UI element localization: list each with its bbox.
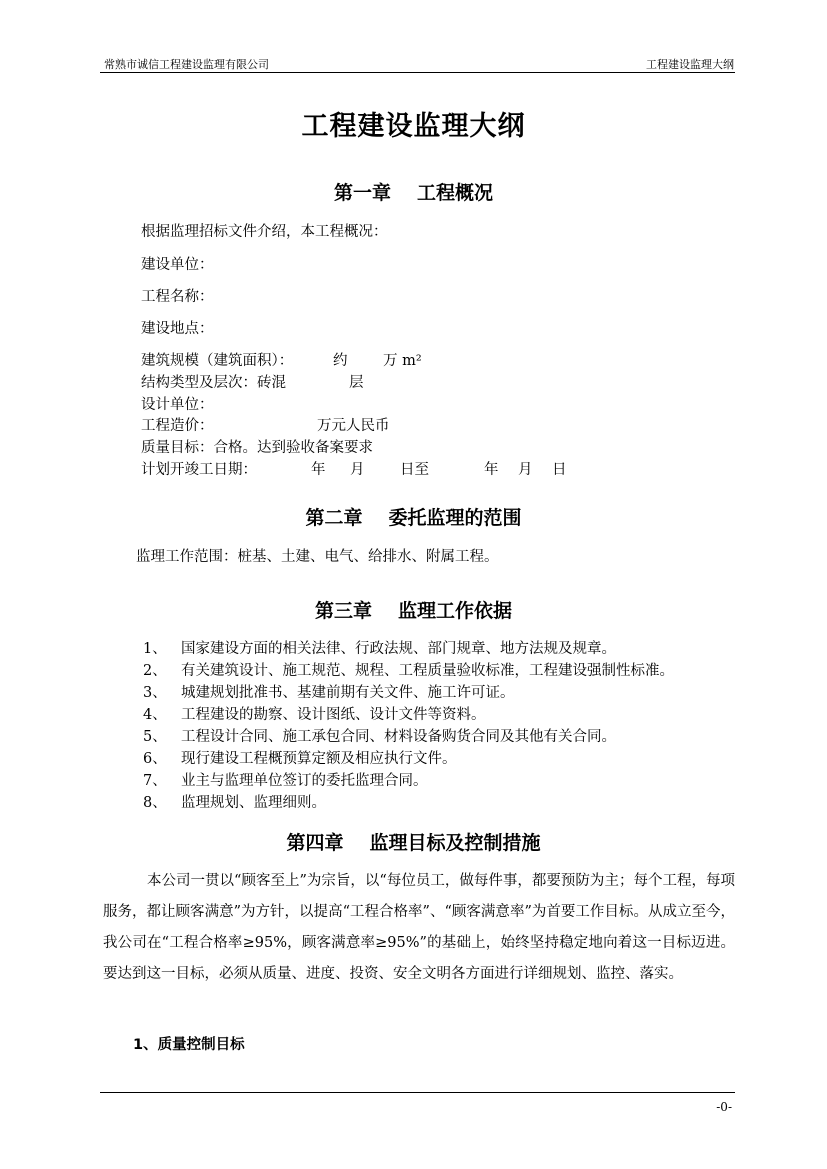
list-item: 现行建设工程概预算定额及相应执行文件。 [181,751,457,767]
ch1-quality: 质量目标：合格。达到验收备案要求 [141,440,373,456]
list-item-number: 3、 [143,685,167,701]
ch1-intro: 根据监理招标文件介绍，本工程概况： [141,224,388,240]
ch1-schedule-end-year: 年 [484,462,499,478]
chapter-1-name: 工程概况 [417,182,494,204]
ch1-cost-unit: 万元人民币 [317,418,390,434]
list-item: 有关建筑设计、施工规范、规程、工程质量验收标准，工程建设强制性标准。 [181,663,674,679]
chapter-4-heading [0,828,827,855]
list-item-number: 6、 [143,751,167,767]
page-title: 工程建设监理大纲 [301,111,526,142]
chapter-3-heading [0,596,827,623]
ch2-scope: 监理工作范围：桩基、土建、电气、给排水、附属工程。 [136,549,499,565]
chapter-4-number: 第四章 [286,832,344,854]
chapter-4-name: 监理目标及控制措施 [369,832,541,854]
ch1-schedule-start-day: 日至 [400,462,429,478]
ch1-designer: 设计单位： [141,397,214,413]
ch1-structure-unit: 层 [349,375,364,391]
list-item-number: 8、 [143,795,167,811]
chapter-2-name: 委托监理的范围 [388,507,522,529]
list-item: 工程设计合同、施工承包合同、材料设备购货合同及其他有关合同。 [181,729,616,745]
list-item: 国家建设方面的相关法律、行政法规、部门规章、地方法规及规章。 [181,641,616,657]
list-item-number: 5、 [143,729,167,745]
list-item: 城建规划批准书、基建前期有关文件、施工许可证。 [181,685,515,701]
header-company: 常熟市诚信工程建设监理有限公司 [104,58,269,71]
ch4-paragraph-text: 本公司一贯以“顾客至上”为宗旨，以“每位员工，做每件事，都要预防为主；每个工程，每项服务，都让顾客满意”为方针，以提高“工程合格率”、“顾客满意率”为首要工作目标。从成立至今，我公司在“工程合格率≥95%，顾客满意率≥95%”的基础上，始终坚持稳定地向着这一目标迈进。要达到这一目标，必须从质量、进度、投资、安全文明各方面进行详细规划、监控、落实。 [103,873,735,982]
ch1-schedule-end-month: 月 [518,462,533,478]
chapter-3-number: 第三章 [314,600,372,622]
ch1-structure-label: 结构类型及层次：砖混 [141,375,286,391]
list-item: 监理规划、监理细则。 [181,795,326,811]
ch1-scale-unit: 万 m² [383,353,422,369]
ch4-subheading-quality: 1、质量控制目标 [133,1037,245,1053]
list-item-number: 2、 [143,663,167,679]
footer-rule [100,1092,735,1093]
ch1-scale-label: 建筑规模（建筑面积）： [141,353,294,369]
chapter-2-number: 第二章 [305,507,363,529]
chapter-1-heading [0,178,827,205]
list-item: 业主与监理单位签订的委托监理合同。 [181,773,428,789]
ch1-schedule-end-day: 日 [552,462,567,478]
ch1-schedule-start-year: 年 [311,462,326,478]
ch1-project: 工程名称： [141,289,214,305]
ch1-owner: 建设单位： [141,257,214,273]
chapter-3-name: 监理工作依据 [398,600,513,622]
chapter-2-heading [0,503,827,530]
list-item-number: 7、 [143,773,167,789]
page-number: -0- [716,1100,732,1114]
header-rule [100,72,735,73]
ch1-scale-approx: 约 [333,353,348,369]
ch1-schedule-start-month: 月 [350,462,365,478]
list-item-number: 4、 [143,707,167,723]
ch1-location: 建设地点： [141,321,214,337]
list-item: 工程建设的勘察、设计图纸、设计文件等资料。 [181,707,486,723]
chapter-1-number: 第一章 [333,182,391,204]
ch1-cost-label: 工程造价： [141,418,214,434]
header-doc-title: 工程建设监理大纲 [646,58,734,71]
ch4-paragraph [103,866,735,990]
list-item-number: 1、 [143,641,167,657]
ch1-schedule-label: 计划开竣工日期： [141,462,257,478]
